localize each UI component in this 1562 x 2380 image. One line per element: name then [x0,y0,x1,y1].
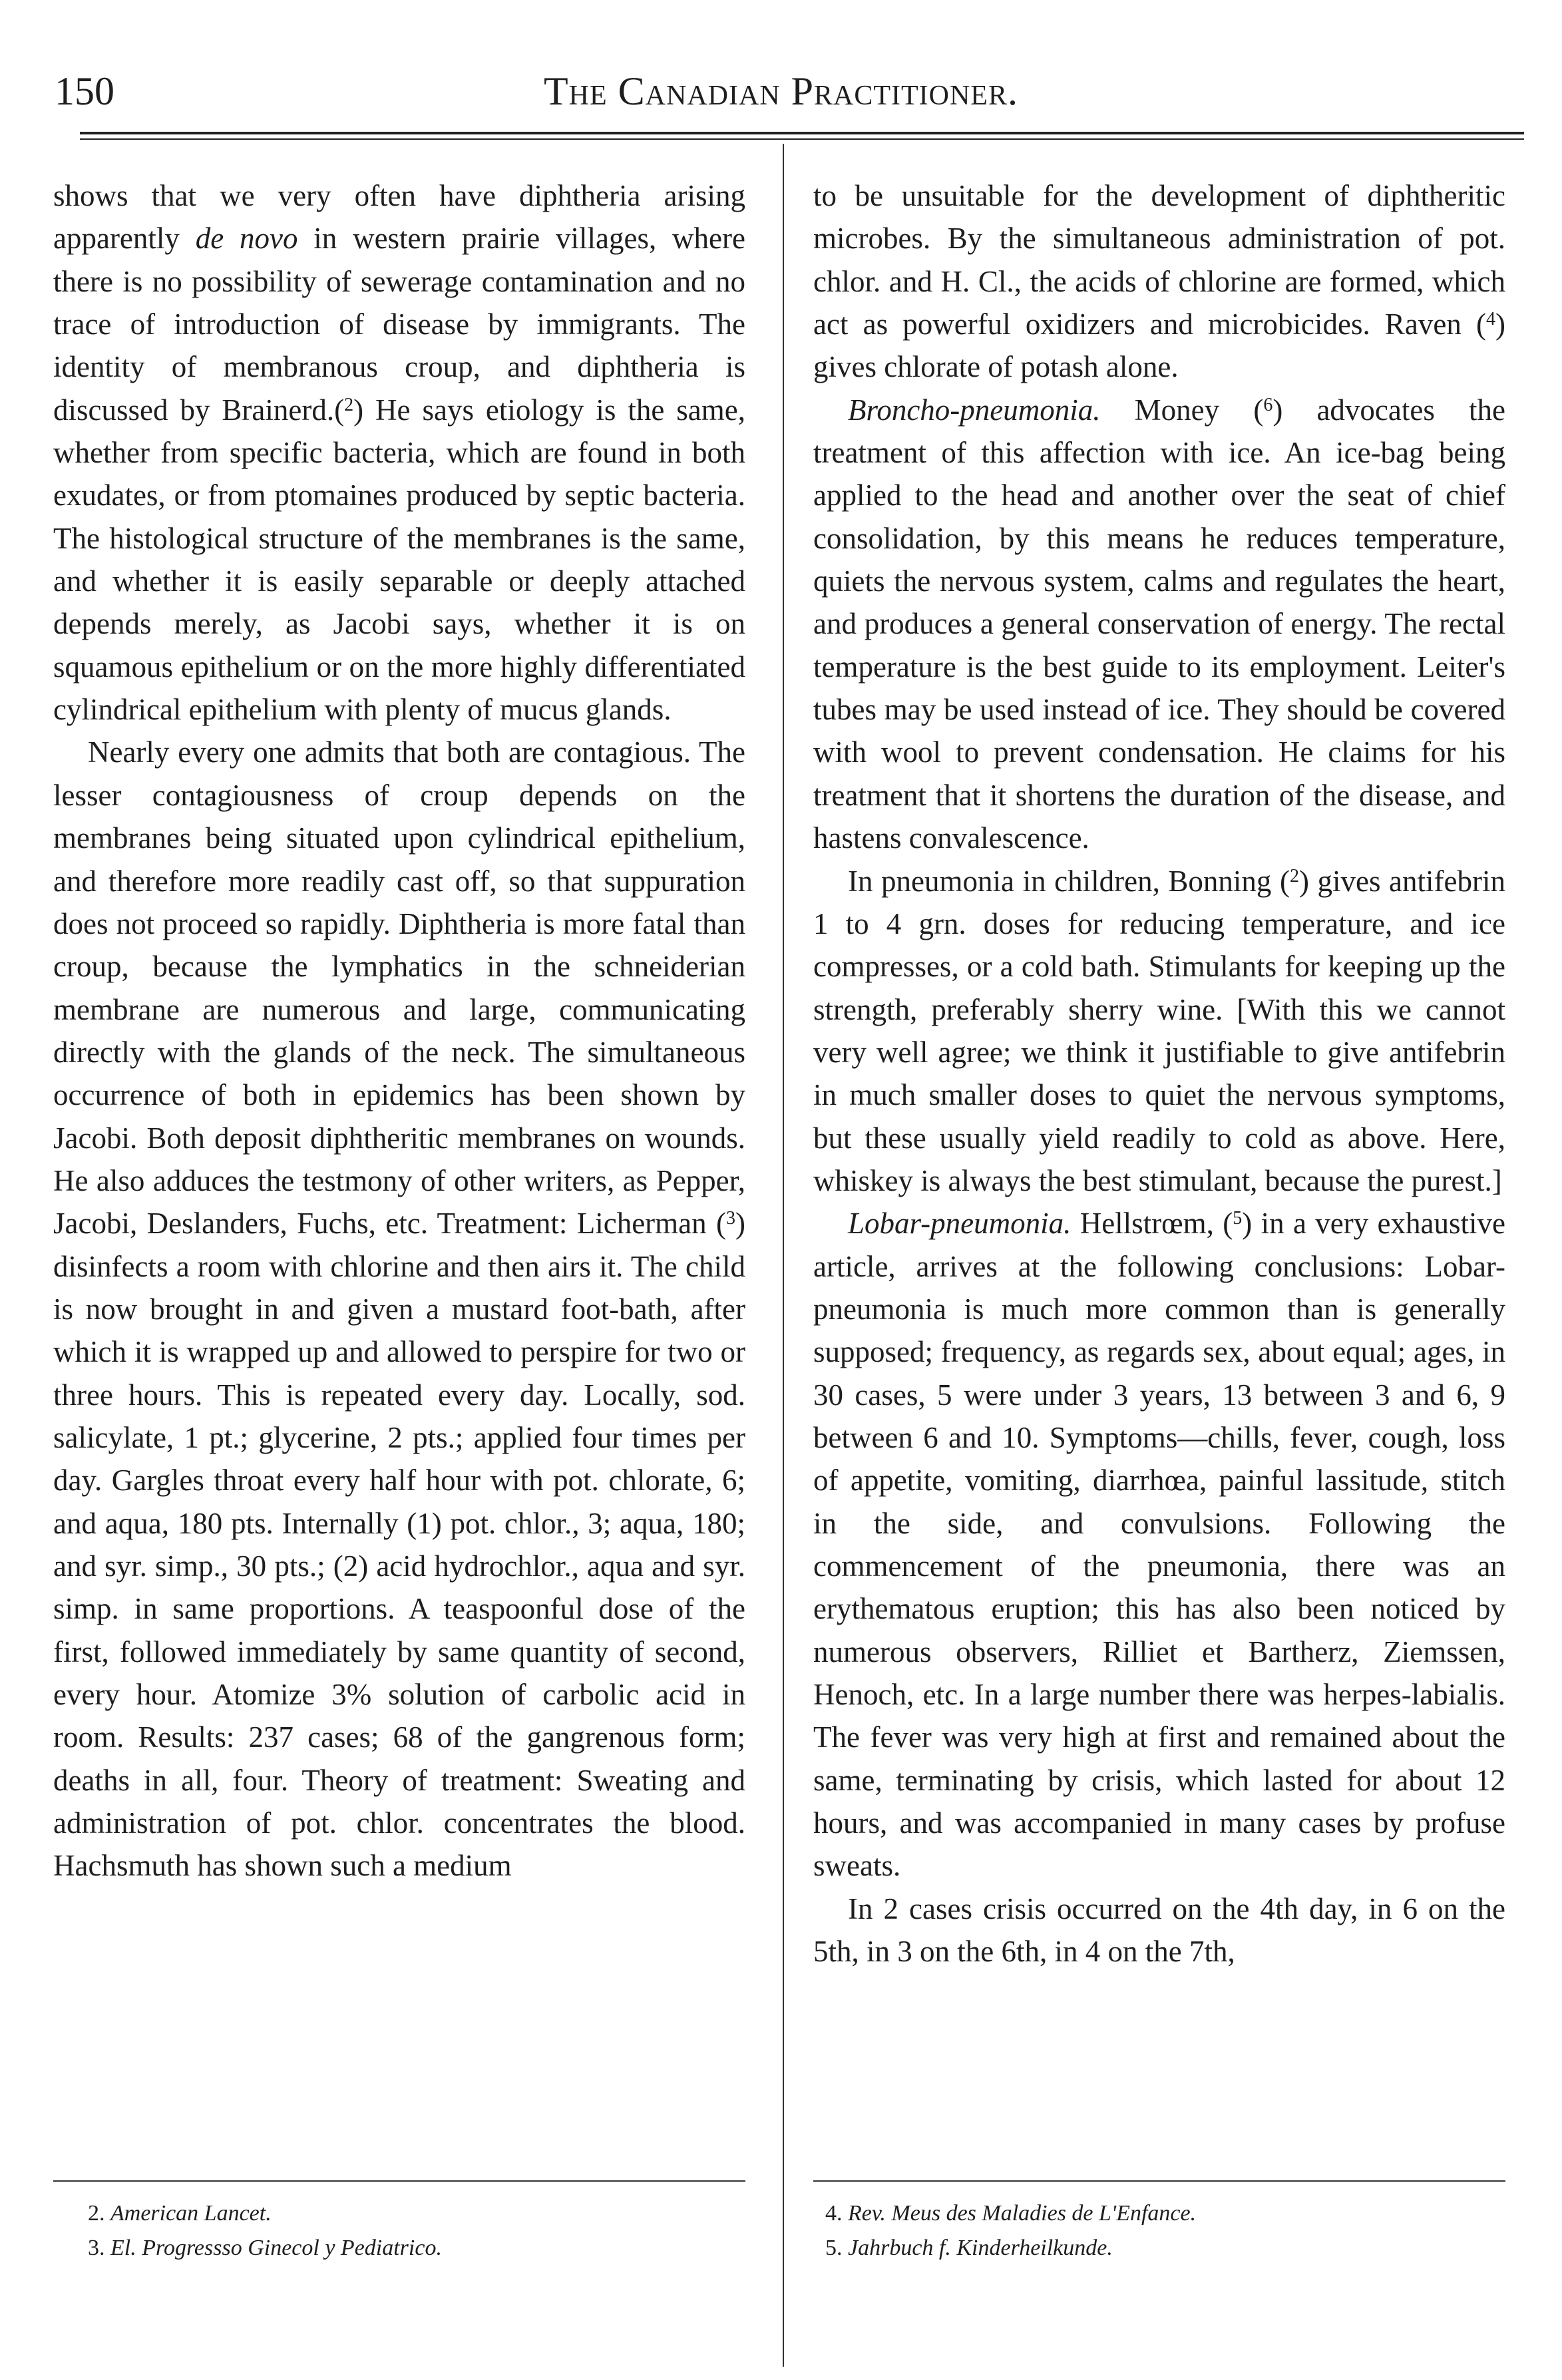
paragraph [813,389,1505,860]
footnote-rule-right [813,2180,1505,2182]
text-run: ) gives antifebrin 1 to 4 grn. doses for reducing temperature, and ice compresses, or a cold bath. Stimulants for keeping up the strength, preferably sherry wine. [With this we cannot very well agree; we think it justifiable to give antifebrin in much smaller doses to quiet the nervous symptoms, but these usually yield readily to cold as above. Here, whiskey is always the best stimulant, because the purest.] [813,864,1505,1197]
text-run: Hellstrœm, ( [1071,1207,1233,1241]
footnote-3 [88,2231,442,2266]
text-run: to be unsuitable for the development of diphtheritic microbes. By the simultaneous administration of pot. chlor. and H. Cl., the acids of chlorine are formed, which act as powerful oxidizers and microbicides. Raven ( [813,179,1505,341]
footnote-number: 5. [825,2236,843,2260]
italic-heading: Lobar-pneumonia. [848,1207,1072,1241]
page-number: 150 [55,69,114,113]
italic-heading: de novo [195,222,298,256]
footnote-ref: 2 [1289,865,1299,887]
footnote-rule-left [53,2180,745,2182]
footnote-ref: 2 [344,394,354,415]
footnote-5 [825,2231,1113,2266]
text-run: shows that we very often have diphtheria arising apparently [53,179,745,256]
header-rule-thin [80,138,1524,140]
running-head [0,61,1562,121]
text-run: ) gives chlorate of potash alone. [813,307,1505,384]
header-rule-thick [80,132,1524,134]
right-column [813,174,1505,1973]
footnote-ref: 5 [1233,1208,1243,1229]
footnote-text: American Lancet. [110,2201,272,2226]
footnote-text: El. Progressso Ginecol y Pediatrico. [110,2236,442,2260]
footnote-ref: 3 [726,1208,735,1229]
text-run: Nearly every one admits that both are contagious. The lesser contagiousness of croup depends on the membranes being situated upon cylindrical epithelium, and therefore more readily cast off, so that suppuration does not proceed so rapidly. Diphtheria is more fatal than croup, because the lymphatics in the schneiderian membrane are numerous and large, communicating directly with the glands of the neck. The simultaneous occurrence of both in epidemics has been shown by Jacobi. Both deposit diphtheritic membranes on wounds. He also adduces the testmony of other writers, as Pepper, Jacobi, Deslanders, Fuchs, etc. Treatment: Licherman ( [53,735,745,1241]
text-run: ) in a very exhaustive article, arrives at the following conclusions: Lobar-pneumonia is much more common than is generally supposed; frequency, as regards sex, about equal; ages, in 30 cases, 5 were under 3 years, 13 between 3 and 6, 9 between 6 and 10. Symptoms—chills, fever, cough, loss of appetite, vomiting, diarrhœa, painful lassitude, stitch in the side, and convulsions. Following the commencement of the pneumonia, there was an erythematous eruption; this has also been noticed by numerous observers, Rilliet et Bartherz, Ziemssen, Henoch, etc. In a large number there was herpes-labialis. The fever was very high at first and remained about the same, terminating by crisis, which lasted for about 12 hours, and was accompanied in many cases by profuse sweats. [813,1207,1505,1883]
paragraph [813,174,1505,389]
text-run: ) He says etiology is the same, whether from specific bacteria, which are found in both exudates, or from ptomaines produced by septic bacteria. The histological structure of the membranes is the same, and whether it is easily separable or deeply attached depends merely, as Jacobi says, whether it is on squamous epithelium or on the more highly differentiated cylindrical epithelium with plenty of mucus glands. [53,393,746,727]
journal-title: The Canadian Practitioner. [544,69,1018,113]
paragraph [53,174,745,731]
paragraph [813,1887,1505,1973]
footnote-ref: 6 [1263,394,1273,415]
paragraph [813,860,1505,1203]
text-run: ) advocates the treatment of this affection with ice. An ice-bag being applied to the head and another over the seat of chief consolidation, by this means he reduces temperature, quiets the nervous system, calms and regulates the heart, and produces a general conservation of energy. The rectal temperature is the best guide to its employment. Leiter's tubes may be used instead of ice. They should be covered with wool to prevent condensation. He claims for his treatment that it shortens the duration of the disease, and hastens convalescence. [813,393,1505,855]
footnote-text: Rev. Meus des Maladies de L'Enfance. [848,2201,1197,2226]
footnote-text: Jahrbuch f. Kinderheilkunde. [848,2236,1113,2260]
footnote-number: 3. [88,2236,105,2260]
paragraph [813,1202,1505,1887]
text-run: ) disinfects a room with chlorine and then airs it. The child is now brought in and given a mustard foot-bath, after which it is wrapped up and allowed to perspire for two or three hours. This is repeated every day. Locally, sod. salicylate, 1 pt.; glycerine, 2 pts.; applied four times per day. Gargles throat every half hour with pot. chlorate, 6; and aqua, 180 pts. Internally (1) pot. chlor., 3; aqua, 180; and syr. simp., 30 pts.; (2) acid hydrochlor., aqua and syr. simp. in same proportions. A teaspoonful dose of the first, followed immediately by same quantity of second, every hour. Atomize 3% solution of carbolic acid in room. Results: 237 cases; 68 of the gangrenous form; deaths in all, four. Theory of treatment: Sweating and administration of pot. chlor. concentrates the blood. Hachsmuth has shown such a medium [53,1207,745,1883]
text-run: In 2 cases crisis occurred on the 4th day, in 6 on the 5th, in 3 on the 6th, in 4 on the 7th, [813,1891,1505,1969]
footnote-ref: 4 [1486,309,1495,330]
footnote-number: 4. [825,2201,843,2226]
footnote-4 [825,2196,1196,2231]
italic-heading: Broncho-pneumonia. [848,393,1101,427]
column-divider [783,144,784,2367]
footnote-number: 2. [88,2201,105,2226]
left-column [53,174,745,1887]
text-run: in western prairie villages, where there is no possibility of sewerage contamination and no trace of introduction of disease by immigrants. The identity of membranous croup, and diphtheria is discussed by Brainerd.( [53,222,745,427]
text-run: In pneumonia in children, Bonning ( [848,864,1290,898]
footnote-2 [88,2196,272,2231]
text-run: Money ( [1100,393,1264,427]
paragraph [53,731,745,1887]
